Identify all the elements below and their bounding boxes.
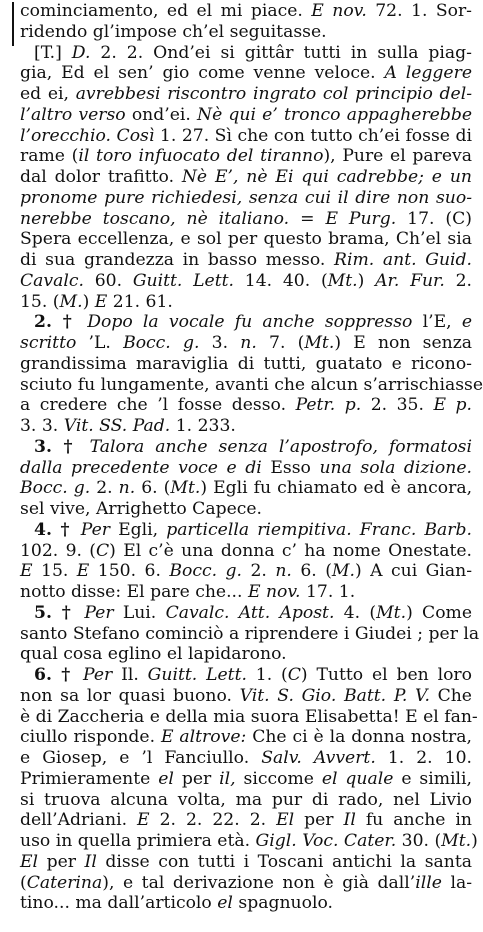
italic-segment: particella riempitiva. Franc. Barb. — [166, 519, 472, 540]
italic-segment: n. — [240, 333, 257, 353]
text-line — [20, 726, 472, 749]
italic-segment: Mt. — [327, 270, 358, 291]
text-line — [34, 42, 472, 65]
text-line — [20, 83, 472, 106]
text-line — [20, 332, 472, 355]
text-segment: 150. 6. — [89, 561, 170, 582]
text-segment: ( — [20, 872, 27, 893]
italic-segment: el quale — [321, 768, 394, 789]
text-segment: 6. ( — [291, 561, 332, 582]
italic-segment: Ar. Fur. — [375, 270, 445, 291]
text-segment: 1. 27. Sì che con tutto ch’ei fosse di — [154, 125, 472, 146]
text-line — [20, 540, 472, 563]
text-segment: [T.] — [34, 42, 72, 63]
text-segment: ) A cui Gian- — [354, 561, 473, 582]
text-line — [20, 394, 472, 417]
text-segment: 14. 40. ( — [234, 270, 328, 291]
text-segment: Esso — [261, 457, 320, 478]
text-segment: si truova alcuna volta, ma pur di rado, nel Livio — [20, 789, 472, 810]
italic-segment: E p. — [433, 395, 472, 416]
text-segment: gia, Ed el sen’ gio come venne veloce. — [20, 63, 385, 84]
italic-segment: E altrove: — [160, 727, 247, 748]
text-line — [20, 166, 472, 189]
text-segment: 102. 9. ( — [20, 540, 97, 561]
text-segment: sel vive, Arrighetto Capece. — [20, 499, 263, 519]
italic-segment: e — [461, 312, 472, 333]
text-segment: ed ei, — [20, 84, 76, 104]
text-line — [20, 706, 478, 729]
text-segment: 6. ( — [135, 478, 171, 499]
italic-segment: il, — [219, 768, 236, 789]
text-segment: l’E, — [412, 312, 462, 333]
italic-segment: A leggere — [384, 63, 472, 84]
text-segment: 1. ( — [246, 665, 288, 685]
text-segment: ), Pure el pareva — [323, 146, 472, 167]
text-line — [20, 0, 472, 23]
text-segment: 2. 2. Ond’ei si gittâr tutti in sulla piag- — [90, 42, 472, 63]
text-segment: dell’Adriani. — [20, 810, 138, 831]
text-segment: 2. — [444, 270, 473, 291]
italic-segment: Mt. — [170, 478, 201, 499]
text-segment: spagnuolo. — [232, 893, 333, 914]
text-segment: Il. — [112, 665, 148, 685]
text-segment: per — [173, 768, 220, 789]
text-line — [20, 892, 472, 915]
italic-segment: Cavalc. Att. Apost. — [165, 602, 335, 623]
text-line — [20, 477, 472, 500]
italic-segment: avrebbesi riscontro ingrato col principio del- — [75, 84, 472, 104]
italic-segment: Cavalc. — [20, 270, 84, 291]
text-segment: 2. 2. 22. 2. — [149, 810, 277, 831]
italic-segment: Il — [84, 851, 97, 872]
italic-segment: Bocc. g. — [20, 478, 91, 499]
italic-segment: n. — [275, 561, 292, 582]
text-segment: a credere che ’l fosse desso. — [20, 395, 296, 416]
italic-segment: el — [217, 893, 233, 914]
text-line — [34, 664, 472, 687]
italic-segment: Dopo la vocale fu anche soppresso — [87, 312, 413, 333]
text-line — [34, 436, 472, 459]
italic-segment: Salv. Avvert. — [261, 748, 376, 768]
text-line — [20, 498, 472, 521]
italic-segment: Rim. ant. Guid. — [334, 250, 472, 270]
italic-segment: nerebbe toscano, nè italiano. — [20, 208, 290, 229]
text-segment: grandissima maraviglia di tutti, guatato e ricono- — [20, 353, 472, 374]
text-line — [20, 830, 478, 853]
italic-segment: E nov. — [311, 1, 367, 21]
text-line — [20, 228, 472, 251]
text-segment: 15. ( — [20, 291, 60, 312]
text-line — [20, 581, 472, 604]
text-line — [20, 643, 472, 666]
italic-segment: Vit. S. Gio. Batt. P. V. — [239, 685, 430, 706]
italic-segment: C — [96, 540, 110, 561]
text-segment: 2. — [90, 478, 119, 499]
text-line — [20, 187, 472, 210]
text-segment: ) — [471, 831, 478, 851]
italic-segment: M. — [59, 291, 83, 312]
italic-segment: El — [276, 810, 295, 831]
italic-segment: Vit. SS. Pad. — [63, 416, 171, 436]
text-segment: tino... ma dall’articolo — [20, 893, 218, 914]
text-line — [20, 789, 472, 812]
text-segment: ridendo gl’impose ch’el seguitasse. — [20, 21, 327, 42]
text-line — [20, 125, 472, 148]
text-line — [20, 560, 472, 583]
text-segment: 15. — [32, 561, 77, 582]
text-line — [34, 602, 472, 625]
italic-segment: Mt. — [441, 831, 472, 851]
italic-segment: Guitt. Lett. — [132, 270, 235, 291]
italic-segment: E — [20, 561, 33, 582]
text-segment: 17. 1. — [300, 582, 356, 602]
text-line — [20, 623, 480, 646]
italic-segment: Per — [80, 519, 110, 540]
italic-segment: C — [287, 665, 301, 685]
text-line — [20, 249, 472, 272]
left-margin-rule — [12, 2, 14, 46]
text-segment: 5. † — [34, 602, 85, 623]
text-segment: Primieramente — [20, 768, 159, 789]
italic-segment: Nè qui e’ tronco appagherebbe — [197, 104, 473, 125]
text-segment: notto disse: El pare che... — [20, 582, 248, 602]
italic-segment: E Purg. — [325, 208, 397, 229]
text-line — [20, 104, 472, 127]
text-segment: 21. 61. — [107, 291, 173, 312]
text-segment: è di Zaccheria e della mia suora Elisabetta! E el fan- — [20, 706, 478, 727]
text-segment: 17. (C) — [396, 208, 472, 229]
text-segment: 3. 3. — [20, 416, 64, 436]
italic-segment: l’orecchio. Così — [20, 125, 155, 146]
text-line — [34, 519, 472, 542]
text-segment: per — [38, 851, 85, 872]
text-segment: ’L. — [76, 333, 124, 353]
text-segment: 3. † — [34, 436, 90, 457]
text-line — [20, 809, 472, 832]
italic-segment: Guitt. Lett. — [147, 665, 247, 685]
text-segment: ciullo risponde. — [20, 727, 161, 748]
text-segment: siccome — [235, 768, 322, 789]
text-segment: qual cosa eglino el lapidarono. — [20, 644, 287, 665]
text-line — [20, 851, 472, 874]
text-segment: e Giosep, e ’l Fanciullo. — [20, 748, 262, 768]
italic-segment: Mt. — [376, 602, 407, 623]
italic-segment: Caterina — [26, 872, 103, 893]
italic-segment: scritto — [20, 333, 77, 353]
text-segment: ) — [82, 291, 95, 312]
text-segment: per — [294, 810, 344, 831]
text-segment: non sa lor quasi buono. — [20, 685, 240, 706]
text-line — [20, 291, 472, 314]
text-line — [20, 353, 472, 376]
italic-segment: Nè E’, nè Ei qui cadrebbe; e un — [181, 167, 472, 187]
italic-segment: E — [94, 291, 108, 312]
text-segment: uso in quella primiera età. — [20, 831, 256, 851]
text-segment: 3. — [199, 333, 241, 353]
text-segment: 30. ( — [396, 831, 442, 851]
text-segment: ) El c’è una donna c’ ha nome Onestate. — [109, 540, 472, 561]
text-segment: 4. † — [34, 519, 81, 540]
text-line — [20, 872, 472, 895]
italic-segment: El — [20, 851, 39, 872]
italic-segment: E nov. — [247, 582, 301, 602]
text-line — [20, 747, 472, 770]
italic-segment: Per — [83, 665, 113, 685]
text-segment: ) Tutto el ben loro — [300, 665, 472, 685]
italic-segment: ille — [415, 872, 442, 893]
text-segment: Che ci è la donna nostra, — [246, 727, 472, 748]
text-segment: 6. † — [34, 665, 84, 685]
text-segment: di sua grandezza in basso messo. — [20, 250, 335, 270]
text-segment: 60. — [83, 270, 133, 291]
text-segment: fu anche in — [355, 810, 472, 831]
text-segment: dal dolor trafitto. — [20, 167, 182, 187]
text-line — [20, 21, 472, 44]
text-segment: ) Come — [406, 602, 473, 623]
italic-segment: D. — [71, 42, 91, 63]
text-segment: ), e tal derivazione non è già dall’ — [102, 872, 416, 893]
italic-segment: l’altro verso — [20, 104, 126, 125]
text-segment: Egli, — [109, 519, 167, 540]
text-line — [20, 270, 472, 293]
text-line — [20, 685, 472, 708]
text-line — [20, 768, 472, 791]
italic-segment: pronome pure richiedesi, senza cui il dire non suo- — [20, 187, 472, 208]
italic-segment: el — [158, 768, 174, 789]
text-segment: 2. — [242, 561, 276, 582]
italic-segment: E — [76, 561, 90, 582]
text-segment: ond’ei. — [125, 104, 198, 125]
italic-segment: Per — [84, 602, 114, 623]
text-line — [20, 208, 472, 231]
text-segment: disse con tutti i Toscani antichi la santa — [96, 851, 472, 872]
text-segment: 2. 35. — [361, 395, 434, 416]
text-segment: ) — [357, 270, 376, 291]
text-line — [20, 457, 472, 480]
text-line — [34, 311, 472, 334]
italic-segment: Petr. p. — [295, 395, 362, 416]
text-segment: e simili, — [393, 768, 472, 789]
text-segment: sciuto fu lungamente, avanti che alcun s’arrischiasse — [20, 374, 483, 395]
italic-segment: Bocc. g. — [169, 561, 243, 582]
text-segment: rame ( — [20, 146, 79, 167]
italic-segment: Il — [343, 810, 356, 831]
text-segment: Lui. — [113, 602, 166, 623]
text-line — [20, 62, 472, 85]
text-line — [20, 374, 483, 397]
text-segment: 2. † — [34, 312, 88, 333]
text-segment: la- — [441, 872, 472, 893]
text-segment: ) Egli fu chiamato ed è ancora, — [200, 478, 473, 499]
italic-segment: E — [137, 810, 150, 831]
text-segment: santo Stefano cominciò a riprendere i Giudei ; per la — [20, 623, 480, 644]
text-segment: 1. 2. 10. — [375, 748, 472, 768]
italic-segment: il toro infuocato del tiranno — [78, 146, 324, 167]
text-segment: Che — [429, 685, 472, 706]
text-segment: = — [289, 208, 326, 229]
italic-segment: Gigl. Voc. Cater. — [255, 831, 397, 851]
text-line — [20, 415, 472, 438]
italic-segment: una sola dizione. — [319, 457, 472, 478]
italic-segment: n. — [118, 478, 136, 499]
text-segment: 72. 1. Sor- — [366, 1, 472, 21]
text-segment: cominciamento, ed el mi piace. — [20, 1, 312, 21]
italic-segment: Bocc. g. — [123, 333, 200, 353]
text-segment: 4. ( — [334, 602, 377, 623]
italic-segment: M. — [331, 561, 355, 582]
italic-segment: Talora anche senza l’apostrofo, formatosi — [89, 436, 472, 457]
text-line — [20, 145, 472, 168]
italic-segment: Mt. — [304, 333, 335, 353]
italic-segment: dalla precedente voce e di — [20, 457, 262, 478]
text-segment: ) E non senza — [334, 333, 473, 353]
text-segment: 1. 233. — [170, 416, 236, 436]
text-segment: 7. ( — [256, 333, 305, 353]
text-segment: Spera eccellenza, e sol per questo brama, Ch’el sia — [20, 229, 472, 250]
